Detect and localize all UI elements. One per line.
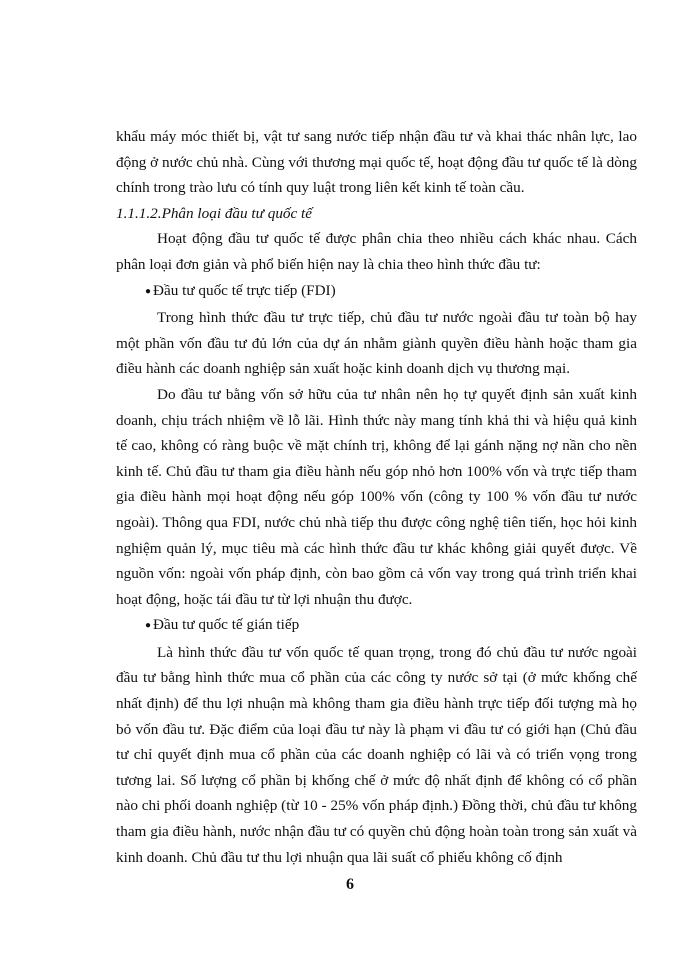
fdi-paragraph-2: Do đầu tư bằng vốn sở hữu của tư nhân nên họ tự quyết định sản xuất kinh doanh, chịu trách nhiệm về lỗ lãi. Hình thức này mang tính khả thi và hiệu quả kinh tế cao, không có ràng buộc về mặt chính trị, không để lại gánh nặng nợ nần cho nền kinh tế. Chủ đầu tư tham gia điều hành nếu góp nhỏ hơn 100% vốn và trực tiếp tham gia điều hành mọi hoạt động nếu góp 100% vốn (công ty 100 % vốn đầu tư nước ngoài). Thông qua FDI, nước chủ nhà tiếp thu được công nghệ tiên tiến, học hỏi kinh nghiệm quản lý, mục tiêu mà các hình thức đầu tư khác không giải quyết được. Về nguồn vốn: ngoài vốn pháp định, còn bao gồm cả vốn vay trong quá trình triển khai hoạt động, hoặc tái đầu tư từ lợi nhuận thu được.	[116, 385, 637, 608]
fdi-paragraph-1: Trong hình thức đầu tư trực tiếp, chủ đầu tư nước ngoài đầu tư toàn bộ hay một phần vốn đầu tư đủ lớn của dự án nhằm giành quyền điều hành hoặc tham gia điều hành các doanh nghiệp sản xuất hoặc kinh doanh dịch vụ thương mại.	[116, 309, 637, 378]
body-text	[116, 124, 637, 870]
section-heading: 1.1.1.2.Phân loại đầu tư quốc tế	[116, 204, 312, 222]
bullet-dot-icon: ●	[145, 620, 152, 632]
bullet-item-fdi	[116, 278, 637, 306]
bullet-dot-icon: ●	[145, 285, 152, 297]
page-number: 6	[346, 876, 354, 893]
bullet-fdi-label: Đầu tư quốc tế trực tiếp (FDI)	[153, 281, 336, 299]
intro-paragraph: khẩu máy móc thiết bị, vật tư sang nước tiếp nhận đầu tư và khai thác nhân lực, lao động ở nước chủ nhà. Cùng với thương mại quốc tế, hoạt động đầu tư quốc tế là dòng chính trong trào lưu có tính quy luật trong liên kết kinh tế toàn cầu.	[116, 128, 637, 197]
bullet-indirect-label: Đầu tư quốc tế gián tiếp	[153, 616, 300, 634]
bullet-item-indirect	[116, 612, 637, 640]
classification-paragraph: Hoạt động đầu tư quốc tế được phân chia theo nhiều cách khác nhau. Cách phân loại đơn giản và phổ biến hiện nay là chia theo hình thức đầu tư:	[116, 230, 637, 273]
indirect-paragraph: Là hình thức đầu tư vốn quốc tế quan trọng, trong đó chủ đầu tư nước ngoài đầu tư bằng hình thức mua cổ phần của các công ty nước sở tại (ở mức khống chế nhất định) để thu lợi nhuận mà không tham gia điều hành trực tiếp đối tượng mà họ bỏ vốn đầu tư. Đặc điểm của loại đầu tư này là phạm vi đầu tư có giới hạn (Chủ đầu tư chỉ quyết định mua cổ phần của các doanh nghiệp có lãi và có triển vọng trong tương lai. Số lượng cổ phần bị khống chế ở mức độ nhất định để không có cổ phần nào chi phối doanh nghiệp (từ 10 - 25% vốn pháp định.) Đồng thời, chủ đầu tư không tham gia điều hành, nước nhận đầu tư có quyền chủ động hoàn toàn trong sản xuất và kinh doanh. Chủ đầu tư thu lợi nhuận qua lãi suất cổ phiếu không cố định	[116, 643, 637, 866]
